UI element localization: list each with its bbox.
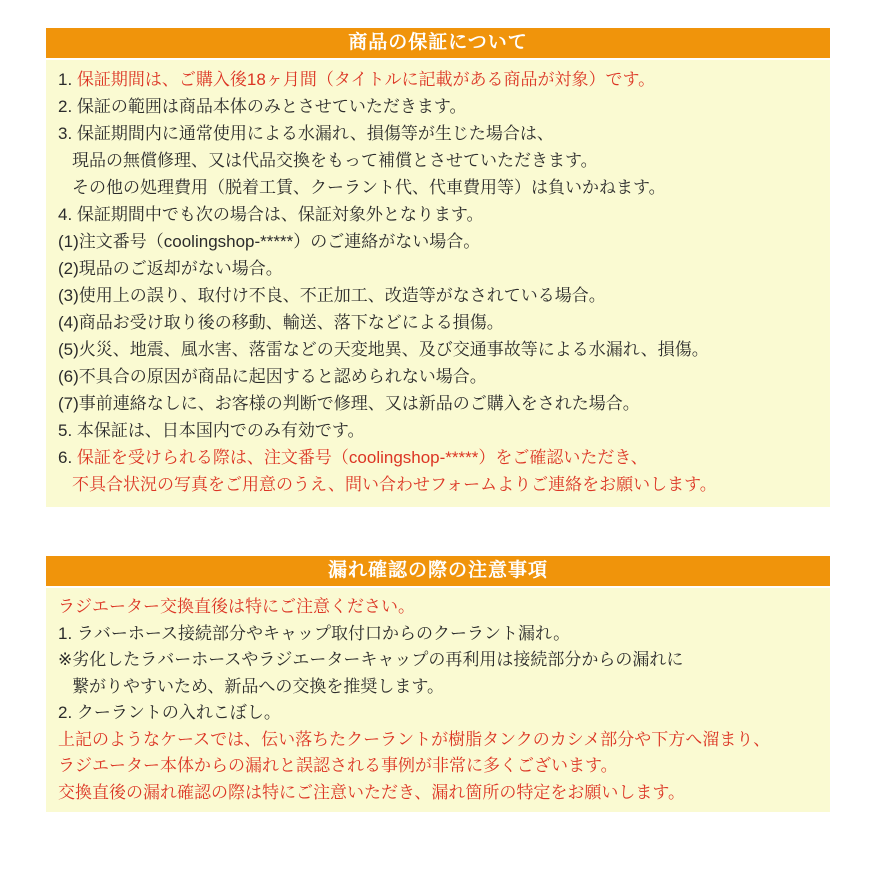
text-line [58, 228, 816, 255]
emphasized-text: 不具合状況の写真をご用意のうえ、問い合わせフォームよりご連絡をお願いします。 [72, 475, 717, 494]
text-line [58, 201, 816, 228]
leak-check-section-title: 漏れ確認の際の注意事項 [46, 556, 830, 586]
body-text: 現品の無償修理、又は代品交換をもって補償とさせていただきます。 [72, 151, 598, 170]
body-text: (5)火災、地震、風水害、落雷などの天変地異、及び交通事故等による水漏れ、損傷。 [58, 340, 709, 359]
body-text: (4)商品お受け取り後の移動、輸送、落下などによる損傷。 [58, 313, 504, 332]
text-line [58, 174, 816, 201]
warranty-section-title: 商品の保証について [46, 28, 830, 58]
text-line [58, 93, 816, 120]
body-text: 6. [58, 448, 77, 467]
leak-check-section-body [46, 588, 830, 812]
emphasized-text: 保証を受けられる際は、注文番号（coolingshop-*****）をご確認いただき、 [76, 448, 648, 467]
text-line [58, 471, 816, 498]
text-line [58, 363, 816, 390]
emphasized-text: 上記のようなケースでは、伝い落ちたクーラントが樹脂タンクのカシメ部分や下方へ溜まり、 [58, 729, 771, 749]
text-line [58, 255, 816, 282]
body-text: (6)不具合の原因が商品に起因すると認められない場合。 [58, 367, 487, 386]
text-line [58, 700, 816, 727]
text-line [58, 282, 816, 309]
body-text: 繋がりやすいため、新品への交換を推奨します。 [72, 676, 444, 696]
body-text: 5. 本保証は、日本国内でのみ有効です。 [58, 421, 365, 440]
text-line [58, 66, 816, 93]
body-text: 2. クーラントの入れこぼし。 [58, 703, 281, 722]
body-text: ※劣化したラバーホースやラジエーターキャップの再利用は接続部分からの漏れに [58, 650, 684, 669]
leak-check-section [46, 556, 830, 812]
body-text: 4. 保証期間中でも次の場合は、保証対象外となります。 [58, 205, 484, 224]
warranty-section [46, 28, 830, 507]
text-line [58, 309, 816, 336]
body-text: (1)注文番号（coolingshop-*****）のご連絡がない場合。 [58, 232, 481, 251]
body-text: 1. ラバーホース接続部分やキャップ取付口からのクーラント漏れ。 [58, 623, 571, 643]
body-text: (7)事前連絡なしに、お客様の判断で修理、又は新品のご購入をされた場合。 [58, 394, 640, 413]
body-text: 1. [58, 70, 77, 89]
emphasized-text: 保証期間は、ご購入後18ヶ月間（タイトルに記載がある商品が対象）です。 [76, 70, 656, 89]
text-line [58, 753, 816, 780]
body-text: 2. 保証の範囲は商品本体のみとさせていただきます。 [58, 97, 467, 116]
text-line [58, 594, 816, 621]
emphasized-text: ラジエーター本体からの漏れと誤認される事例が非常に多くございます。 [58, 756, 618, 775]
text-line [58, 727, 816, 754]
text-line [58, 336, 816, 363]
text-line [58, 120, 816, 147]
text-line [58, 674, 816, 701]
text-line [58, 780, 816, 807]
emphasized-text: ラジエーター交換直後は特にご注意ください。 [58, 597, 415, 616]
warranty-section-body [46, 60, 830, 507]
text-line [58, 390, 816, 417]
text-line [58, 621, 816, 648]
body-text: 3. 保証期間内に通常使用による水漏れ、損傷等が生じた場合は、 [58, 124, 554, 143]
text-line [58, 147, 816, 174]
emphasized-text: 交換直後の漏れ確認の際は特にご注意いただき、漏れ箇所の特定をお願いします。 [58, 782, 685, 802]
body-text: (3)使用上の誤り、取付け不良、不正加工、改造等がなされている場合。 [58, 286, 606, 305]
text-line [58, 647, 816, 674]
body-text: (2)現品のご返却がない場合。 [58, 259, 283, 278]
text-line [58, 444, 816, 471]
text-line [58, 417, 816, 444]
body-text: その他の処理費用（脱着工賃、クーラント代、代車費用等）は負いかねます。 [72, 178, 666, 197]
